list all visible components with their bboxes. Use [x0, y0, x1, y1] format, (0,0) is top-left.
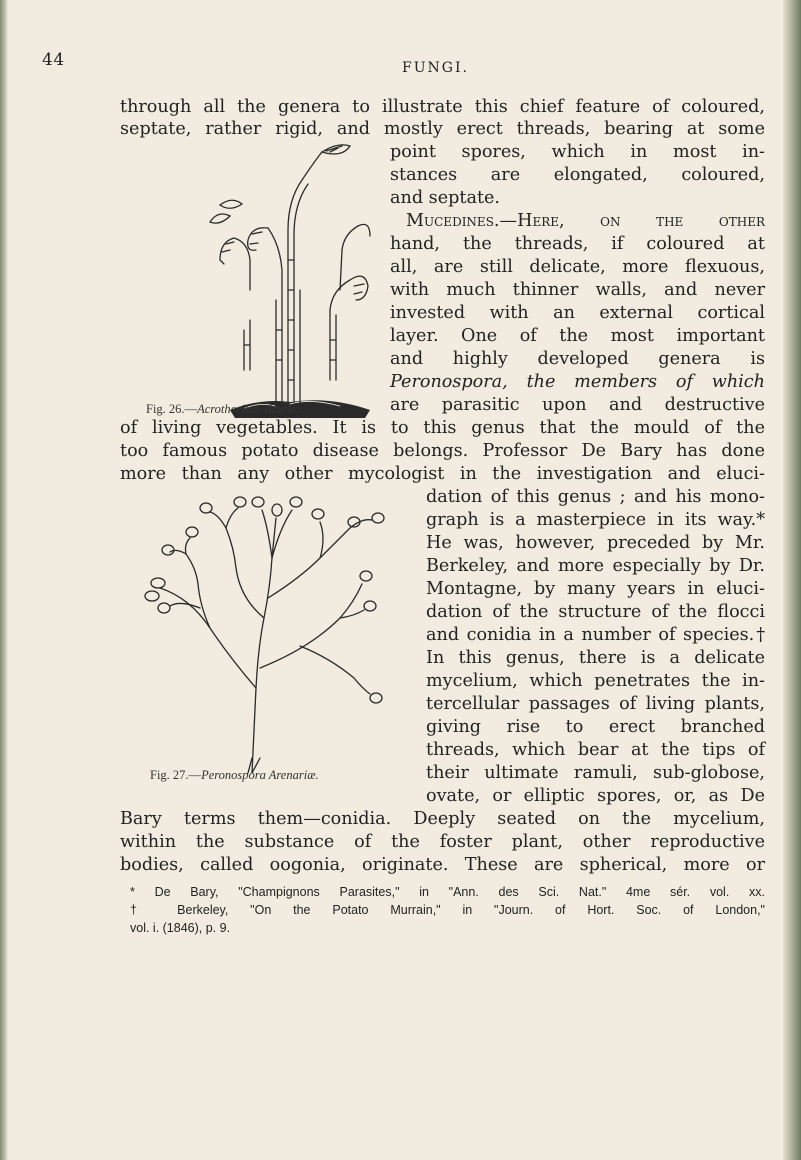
figure-peronospora-arenariae [140, 488, 424, 778]
body-line: dation of the structure of the flocci [426, 602, 765, 622]
body-line: hand, the threads, if coloured at [390, 234, 765, 254]
body-line: graph is a masterpiece in its way.* [426, 510, 765, 530]
body-line: giving rise to erect branched [426, 717, 765, 737]
body-line: layer. One of the most important [390, 326, 765, 346]
body-line: mycelium, which penetrates the in- [426, 671, 765, 691]
page-number: 44 [42, 50, 65, 70]
body-line: more than any other mycologist in the investigation and eluci- [120, 464, 765, 484]
body-line: and conidia in a number of species.† [426, 625, 765, 645]
body-line: within the substance of the foster plant, other reproductive [120, 832, 765, 852]
body-line: with much thinner walls, and never [390, 280, 765, 300]
body-line: threads, which bear at the tips of [426, 740, 765, 760]
body-line: all, are still delicate, more flexuous, [390, 257, 765, 277]
figure-acrothecium-simplex [190, 140, 390, 422]
body-line: Peronospora, the members of which [390, 372, 765, 392]
page-right-edge [783, 0, 801, 1160]
footnote: vol. i. (1846), p. 9. [130, 921, 231, 935]
body-line: stances are elongated, coloured, [390, 165, 765, 185]
body-line: point spores, which in most in- [390, 142, 765, 162]
body-line: tercellular passages of living plants, [426, 694, 765, 714]
page-left-edge [0, 0, 8, 1160]
body-line: He was, however, preceded by Mr. [426, 533, 765, 553]
body-line: and septate. [390, 188, 501, 208]
body-line: dation of this genus ; and his mono- [426, 487, 765, 507]
figure-caption-27 [150, 768, 319, 783]
figure-caption-27-name: Peronospora Arenariæ. [201, 768, 319, 782]
body-line: In this genus, there is a delicate [426, 648, 765, 668]
body-line: and highly developed genera is [390, 349, 765, 369]
body-line: their ultimate ramuli, sub-globose, [426, 763, 765, 783]
section-heading-line: Mucedines.—Here, on the other [406, 211, 765, 231]
footnote: * De Bary, "Champignons Parasites," in "Ann. des Sci. Nat." 4me sér. vol. xx. [130, 885, 765, 899]
footnote: † Berkeley, "On the Potato Murrain," in "Journ. of Hort. Soc. of London," [130, 903, 765, 917]
body-line: too famous potato disease belongs. Professor De Bary has done [120, 441, 765, 461]
body-line: bodies, called oogonia, originate. These are spherical, more or [120, 855, 765, 875]
figure-caption-26-prefix: Fig. 26.— [146, 402, 198, 416]
body-line: Bary terms them—conidia. Deeply seated on the mycelium, [120, 809, 765, 829]
figure-caption-27-prefix: Fig. 27.— [150, 768, 202, 782]
body-line: are parasitic upon and destructive [390, 395, 765, 415]
body-line: ovate, or elliptic spores, or, as De [426, 786, 765, 806]
body-line: of living vegetables. It is to this genus that the mould of the [120, 418, 765, 438]
body-line: invested with an external cortical [390, 303, 765, 323]
body-line: Berkeley, and more especially by Dr. [426, 556, 765, 576]
running-head: FUNGI. [402, 60, 469, 76]
figure-caption-26 [146, 402, 305, 417]
body-line: Montagne, by many years in eluci- [426, 579, 765, 599]
body-line: septate, rather rigid, and mostly erect threads, bearing at some [120, 119, 765, 139]
figure-caption-26-name: Acrothecium simplex. [197, 402, 305, 416]
body-line: through all the genera to illustrate this chief feature of coloured, [120, 97, 765, 117]
